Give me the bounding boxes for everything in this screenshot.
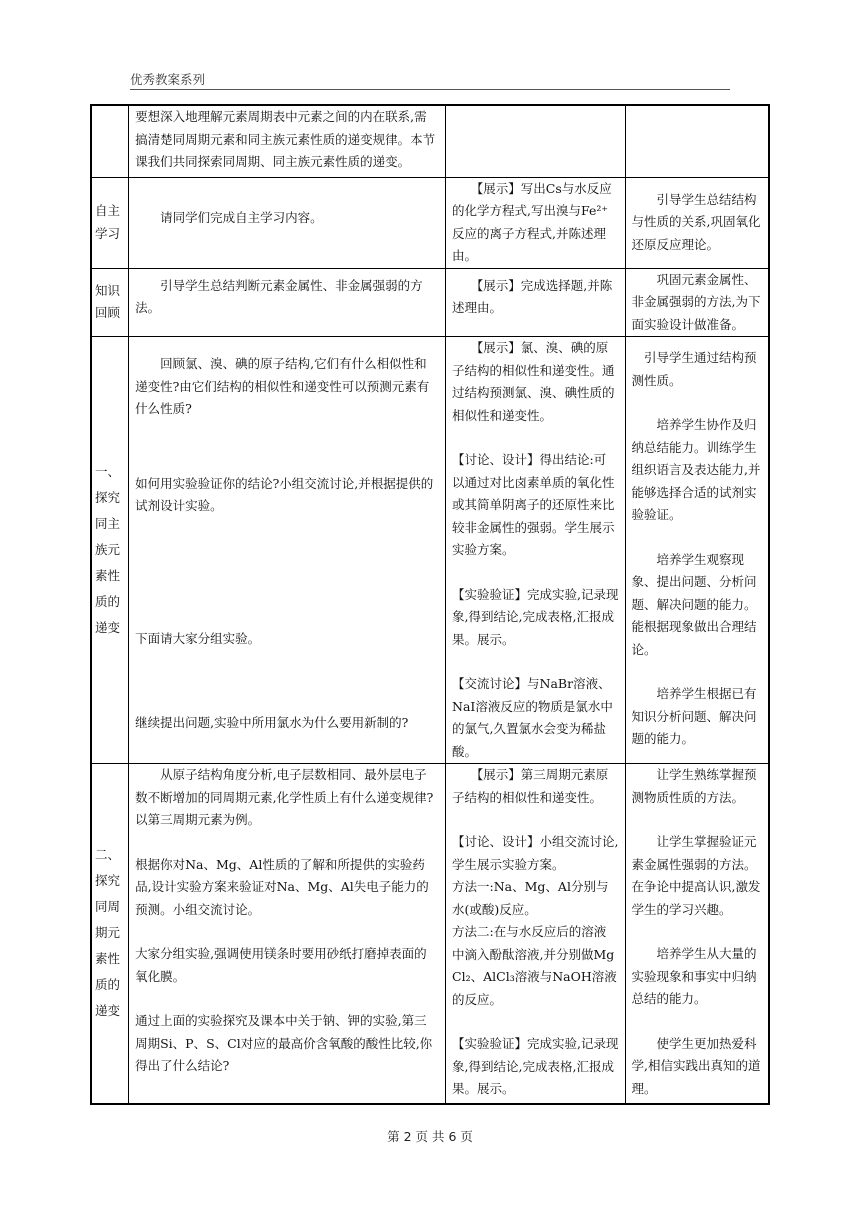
table-row [91, 268, 769, 337]
design-intent-cell [625, 337, 769, 764]
student-text: 【实验验证】完成实验,记录现象,得到结论,完成表格,汇报成果。展示。 [452, 1036, 619, 1096]
teacher-activity-cell [129, 337, 446, 764]
teacher-text: 从原子结构角度分析,电子层数相同、最外层电子数不断增加的同周期元素,化学性质上有什么递变规律?以第三周期元素为例。 [135, 767, 434, 827]
stage-cell: 知识回顾 [91, 268, 129, 337]
student-text: 【交流讨论】与NaBr溶液、NaI溶液反应的物质是氯水中的氯气,久置氯水会变为稀盐酸。 [452, 676, 613, 759]
student-activity-cell [446, 177, 626, 268]
stage-cell: 二、探究同周期元素性质的递变 [91, 764, 129, 1104]
header-divider [130, 89, 730, 90]
student-activity-cell [446, 105, 626, 177]
teacher-activity-cell [129, 764, 446, 1104]
student-activity-cell [446, 337, 626, 764]
student-text: 【展示】第三周期元素原子结构的相似性和递变性。 [452, 767, 609, 805]
student-activity-cell [446, 268, 626, 337]
teacher-text: 通过上面的实验探究及课本中关于钠、钾的实验,第三周期Si、P、S、Cl对应的最高价含氧酸的酸性比较,你得出了什么结论? [135, 1013, 433, 1073]
table-row [91, 105, 769, 177]
stage-cell: 自主学习 [91, 177, 129, 268]
intent-text: 巩固元素金属性、非金属强弱的方法,为下面实验设计做准备。 [631, 271, 761, 332]
intent-text: 让学生熟练掌握预测物质性质的方法。 [631, 767, 757, 805]
design-intent-cell [625, 105, 769, 177]
intent-text: 引导学生总结结构与性质的关系,巩固氧化还原反应理论。 [631, 191, 761, 252]
teacher-activity-cell [129, 105, 446, 177]
student-text: 【展示】写出Cs与水反应的化学方程式,写出溴与Fe²⁺反应的离子方程式,并陈述理由。 [452, 180, 612, 263]
intent-text: 培养学生从大量的实验现象和事实中归纳总结的能力。 [631, 946, 757, 1006]
intent-text: 使学生更加热爱科学,相信实践出真知的道理。 [631, 1035, 761, 1096]
teacher-text: 下面请大家分组实验。 [135, 630, 261, 646]
stage-cell [91, 105, 129, 177]
teacher-text: 如何用实验验证你的结论?小组交流讨论,并根据提供的试剂设计实验。 [135, 475, 434, 513]
student-text: 方法二:在与水反应后的溶液中滴入酚酞溶液,并分别做MgCl₂、AlCl₃溶液与NaOH溶液的反应。 [452, 924, 617, 1007]
design-intent-cell [625, 764, 769, 1104]
teacher-text: 继续提出问题,实验中所用氯水为什么要用新制的? [135, 715, 409, 730]
table-row [91, 177, 769, 268]
page-header: 优秀教案系列 [130, 72, 206, 87]
student-text: 【讨论、设计】得出结论:可以通过对比卤素单质的氧化性或其简单阴离子的还原性来比较非金属性的强弱。学生展示实验方案。 [452, 452, 615, 557]
student-text: 【讨论、设计】小组交流讨论,学生展示实验方案。 [452, 834, 619, 872]
teacher-activity-cell [129, 268, 446, 337]
student-text: 【展示】氯、溴、碘的原子结构的相似性和递变性。通过结构预测氯、溴、碘性质的相似性和递变性。 [452, 340, 615, 423]
teacher-text: 回顾氯、溴、碘的原子结构,它们有什么相似性和递变性?由它们结构的相似性和递变性可以预测元素有什么性质? [135, 356, 430, 416]
intent-text: 引导学生通过结构预测性质。 [631, 350, 757, 388]
student-text: 方法一:Na、Mg、Al分别与水(或酸)反应。 [452, 879, 609, 917]
design-intent-cell [625, 177, 769, 268]
table-row [91, 337, 769, 764]
student-text: 【展示】完成选择题,并陈述理由。 [452, 277, 613, 315]
lesson-plan-table [90, 104, 770, 1105]
teacher-text: 根据你对Na、Mg、Al性质的了解和所提供的实验药品,设计实验方案来验证对Na、Mg、Al失电子能力的预测。小组交流讨论。 [135, 856, 429, 917]
intent-text: 培养学生根据已有知识分析问题、解决问题的能力。 [631, 686, 757, 746]
stage-cell: 一、探究同主族元素性质的递变 [91, 337, 129, 764]
student-activity-cell [446, 764, 626, 1104]
teacher-activity-cell [129, 177, 446, 268]
intent-text: 培养学生协作及归纳总结能力。训练学生组织语言及表达能力,并能够选择合适的试剂实验验证。 [631, 417, 761, 522]
intent-text: 让学生掌握验证元素金属性强弱的方法。在争论中提高认识,激发学生的学习兴趣。 [631, 834, 761, 917]
teacher-text: 大家分组实验,强调使用镁条时要用砂纸打磨掉表面的氧化膜。 [135, 946, 427, 984]
table-row [91, 764, 769, 1104]
teacher-text: 引导学生总结判断元素金属性、非金属强弱的方法。 [135, 277, 423, 315]
student-text: 【实验验证】完成实验,记录现象,得到结论,完成表格,汇报成果。展示。 [452, 586, 619, 647]
page-number: 第 2 页 共 6 页 [387, 1129, 473, 1144]
intent-text: 培养学生观察现象、提出问题、分析问题、解决问题的能力。能根据现象做出合理结论。 [631, 551, 757, 657]
teacher-text: 要想深入地理解元素周期表中元素之间的内在联系,需搞清楚同周期元素和同主族元素性质的递变规律。本节课我们共同探索同周期、同主族元素性质的递变。 [135, 109, 436, 169]
teacher-text: 请同学们完成自主学习内容。 [135, 210, 323, 226]
design-intent-cell [625, 268, 769, 337]
